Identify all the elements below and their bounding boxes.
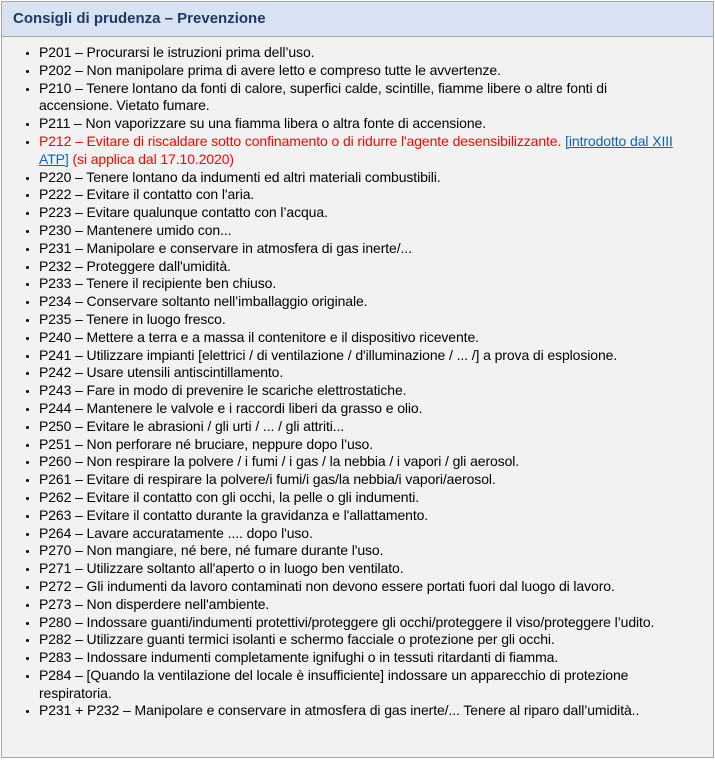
list-item [39,596,673,614]
statement-text: P231 + P232 – Manipolare e conservare in atmosfera di gas inerte/... Tenere al riparo dall’umidità.. [39,702,640,719]
statement-text: P230 – Mantenere umido con... [39,221,232,238]
list-item [39,525,673,543]
list-item [39,311,673,329]
list-item [39,453,673,471]
statement-text: P271 – Utilizzare soltanto all'aperto o in luogo ben ventilato. [39,560,404,577]
statement-text: P240 – Mettere a terra e a massa il contenitore e il dispositivo ricevente. [39,328,479,345]
statement-text: P251 – Non perforare né bruciare, neppure dopo l’uso. [39,435,374,452]
statement-text: P202 – Non manipolare prima di avere letto e compreso tutte le avvertenze. [39,61,501,78]
list-item [39,471,673,489]
list-item [39,400,673,418]
statement-text: P273 – Non disperdere nell'ambiente. [39,595,270,612]
list-item [39,702,673,720]
list-item [39,293,673,311]
list-item [39,62,673,80]
list-item [39,667,673,703]
statement-text: P222 – Evitare il contatto con l'aria. [39,186,255,203]
list-item [39,507,673,525]
list-item [39,115,673,133]
statement-text: P223 – Evitare qualunque contatto con l’acqua. [39,204,328,221]
list-item [39,578,673,596]
statement-text: P244 – Mantenere le valvole e i raccordi liberi da grasso e olio. [39,399,423,416]
panel-body [2,37,713,738]
statement-text: P231 – Manipolare e conservare in atmosfera di gas inerte/... [39,239,412,256]
list-item [39,489,673,507]
list-item [39,80,673,116]
atp-link[interactable]: [introdotto dal XIII ATP] [39,132,673,167]
list-item [39,275,673,293]
list-item [39,258,673,276]
precaution-panel [1,1,714,758]
statement-text: P234 – Conservare soltanto nell’imballaggio originale. [39,293,368,310]
statement-text: P261 – Evitare di respirare la polvere/i fumi/i gas/la nebbia/i vapori/aerosol. [39,471,496,488]
list-item [39,364,673,382]
statement-text-red: P212 – Evitare di riscaldare sotto confinamento o di ridurre l'agente desensibilizzante. [39,132,566,149]
list-item [39,560,673,578]
statement-text: P282 – Utilizzare guanti termici isolanti e schermo facciale o protezione per gli occhi. [39,631,555,648]
list-item [39,133,673,169]
statement-text: P210 – Tenere lontano da fonti di calore, superfici calde, scintille, fiamme libere o altre fonti di accensione. Vietato fumare. [39,79,607,114]
statement-text: P264 – Lavare accuratamente .... dopo l'uso. [39,524,313,541]
statement-text: P232 – Proteggere dall'umidità. [39,257,231,274]
statement-text: P233 – Tenere il recipiente ben chiuso. [39,275,277,292]
statement-text: P211 – Non vaporizzare su una fiamma libera o altra fonte di accensione. [39,115,487,132]
list-item [39,44,673,62]
list-item [39,347,673,365]
statement-text: P242 – Usare utensili antiscintillamento. [39,364,284,381]
statement-text: P284 – [Quando la ventilazione del locale è insufficiente] indossare un apparecchio di protezione respiratoria. [39,666,629,701]
statement-text: P263 – Evitare il contatto durante la gravidanza e l'allattamento. [39,506,429,523]
list-item [39,436,673,454]
statement-text: P241 – Utilizzare impianti [elettrici / di ventilazione / d'illuminazione / ... /] a prova di esplosione. [39,346,618,363]
statement-text: P283 – Indossare indumenti completamente ignifughi o in tessuti ritardanti di fiamma. [39,649,559,666]
list-item [39,169,673,187]
statement-text: P270 – Non mangiare, né bere, né fumare durante l'uso. [39,542,384,559]
statement-text: P243 – Fare in modo di prevenire le scariche elettrostatiche. [39,382,407,399]
list-item [39,382,673,400]
list-item [39,649,673,667]
statement-text-red: (si applica dal 17.10.2020) [68,150,234,167]
statement-text: P280 – Indossare guanti/indumenti protettivi/proteggere gli occhi/proteggere il viso/proteggere l’udito. [39,613,655,630]
statement-text: P272 – Gli indumenti da lavoro contaminati non devono essere portati fuori dal luogo di lavoro. [39,577,615,594]
list-item [39,240,673,258]
list-item [39,204,673,222]
list-item [39,222,673,240]
statement-text: P201 – Procurarsi le istruzioni prima dell’uso. [39,44,315,60]
statement-text: P220 – Tenere lontano da indumenti ed altri materiali combustibili. [39,168,441,185]
statement-text: P235 – Tenere in luogo fresco. [39,310,226,327]
list-item [39,631,673,649]
list-item [39,614,673,632]
list-item [39,542,673,560]
list-item [39,329,673,347]
statement-text: P262 – Evitare il contatto con gli occhi, la pelle o gli indumenti. [39,488,420,505]
statement-text: P250 – Evitare le abrasioni / gli urti / ... / gli attriti... [39,417,345,434]
statement-text: P260 – Non respirare la polvere / i fumi / i gas / la nebbia / i vapori / gli aerosol. [39,453,520,470]
list-item [39,418,673,436]
panel-title: Consigli di prudenza – Prevenzione [2,2,713,37]
precaution-list [2,44,713,720]
list-item [39,186,673,204]
